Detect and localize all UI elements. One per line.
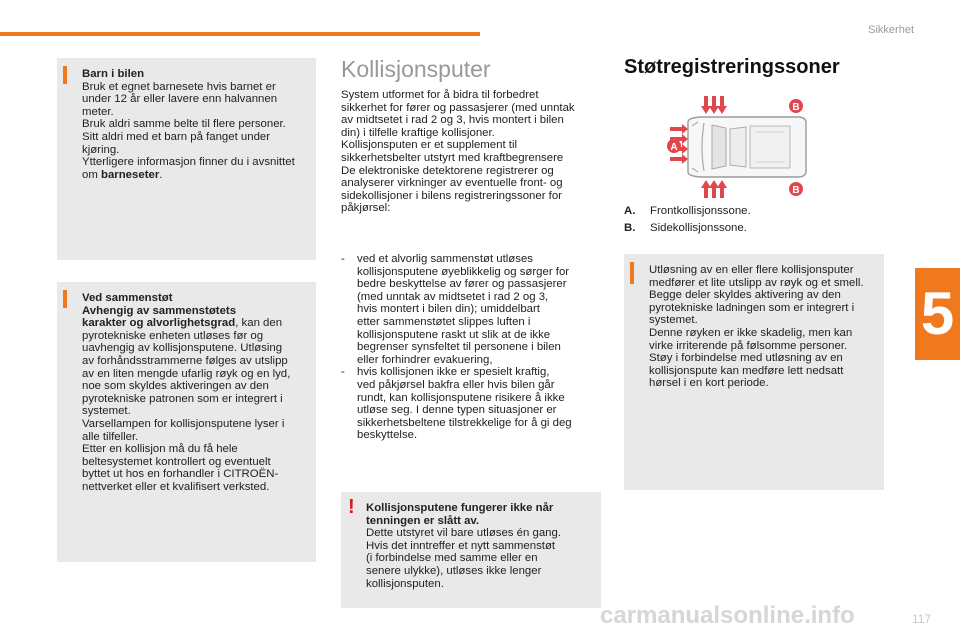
collision-line: systemet. bbox=[82, 405, 131, 418]
marker-b-bottom bbox=[789, 182, 803, 196]
warning-line: Dette utstyret vil bare utløses én gang. bbox=[366, 527, 562, 540]
side-impact-arrows-bottom bbox=[701, 180, 727, 198]
info-icon bbox=[63, 290, 67, 308]
bullet-line: hvis kollisjonen ikke er spesielt kraftig, bbox=[357, 366, 550, 379]
bullet-line: rundt, kan kollisjonsputene risikere å ikke bbox=[357, 391, 565, 404]
warning-line: (i forbindelse med samme eller en bbox=[366, 552, 538, 565]
child-info-line: Bruk aldri samme belte til flere personer. bbox=[82, 118, 286, 131]
warning-icon: ! bbox=[348, 496, 355, 518]
bullet-line: ved et alvorlig sammenstøt utløses bbox=[357, 253, 533, 265]
legend-item-front bbox=[624, 205, 751, 217]
watermark: carmanualsonline.info bbox=[600, 602, 855, 629]
legend-text: Sidekollisjonssone. bbox=[650, 222, 747, 234]
intro-line: av midtsetet i rad 2 og 3, hvis montert i bilen bbox=[341, 114, 564, 127]
legend-key: B. bbox=[624, 222, 636, 234]
collision-prefix-rest: , kan den bbox=[235, 317, 283, 330]
intro-line: sikkerhet for fører og passasjerer (med unntak bbox=[341, 101, 575, 114]
bullet-line: utløse seg. I denne typen situasjoner er bbox=[357, 404, 557, 417]
intro-line: din) i tilfelle kraftige kollisjoner. bbox=[341, 126, 495, 139]
warning-line: Hvis det inntreffer et nytt sammenstøt bbox=[366, 539, 556, 552]
collision-info-text bbox=[82, 292, 312, 494]
marker-b-label: B bbox=[792, 102, 800, 113]
airbags-bullet-list bbox=[341, 253, 599, 442]
intro-line: System utformet for å bidra til forbedret bbox=[341, 89, 539, 101]
legend-text: Frontkollisjonssone. bbox=[650, 205, 751, 217]
marker-b-top bbox=[789, 99, 803, 113]
zones-heading: Støtregistreringssoner bbox=[624, 56, 840, 78]
child-info-title: Barn i bilen bbox=[82, 68, 145, 80]
warning-text bbox=[366, 502, 596, 590]
collision-line: Etter en kollisjon må du få hele bbox=[82, 443, 238, 456]
bullet-line: beskyttelse. bbox=[357, 429, 418, 442]
child-info-line: Bruk et egnet barnesete hvis barnet er bbox=[82, 80, 276, 93]
legend-key: A. bbox=[624, 205, 636, 217]
note-line: Støy i forbindelse med utløsning av en bbox=[649, 352, 843, 365]
child-seats-reference: barneseter bbox=[101, 168, 160, 181]
bullet-line: ved påkjørsel bakfra eller hvis bilen går bbox=[357, 378, 555, 391]
bullet-line: eller forhindrer evakuering, bbox=[357, 353, 493, 366]
collision-line: av en liten mengde ufarlig røyk og en lyd, bbox=[82, 367, 291, 380]
child-info-line: Sitt aldri med et barn på fanget under bbox=[82, 130, 271, 143]
info-icon bbox=[630, 262, 634, 284]
intro-line: Kollisjonsputen er et supplement til bbox=[341, 139, 518, 152]
warning-title-line: tenningen er slått av. bbox=[366, 514, 480, 527]
collision-line: av forhåndsstrammerne følges av utslipp bbox=[82, 354, 288, 367]
airbags-intro bbox=[341, 89, 601, 215]
collision-line: byttet ut hos en forhandler i CITROËN- bbox=[82, 468, 279, 481]
header-accent-bar bbox=[0, 32, 480, 36]
deployment-info-box bbox=[624, 254, 884, 490]
info-icon bbox=[63, 66, 67, 84]
child-info-line: under 12 år eller lavere enn halvannen bbox=[82, 93, 278, 106]
bullet-line: begrenser synsfeltet til personene i bilen bbox=[357, 341, 561, 354]
child-info-last-prefix: om bbox=[82, 168, 101, 181]
chapter-tab bbox=[915, 268, 960, 360]
collision-line: beltesystemet kontrollert og eventuelt bbox=[82, 455, 271, 468]
collision-title-line: Avhengig av sammenstøtets bbox=[82, 304, 237, 317]
marker-a-label: A bbox=[670, 142, 678, 153]
note-line: systemet. bbox=[649, 314, 698, 327]
child-info-text bbox=[82, 68, 312, 181]
note-line: Begge deler skyldes aktivering av den bbox=[649, 289, 841, 302]
intro-line: De elektroniske detektorene registrerer og bbox=[341, 164, 554, 177]
bullet-line: bedre beskyttelse av fører og passasjerer bbox=[357, 278, 567, 291]
marker-a bbox=[667, 139, 681, 153]
collision-line: pyrotekniske enheten utløses før og bbox=[82, 329, 264, 342]
list-item bbox=[341, 253, 599, 366]
vehicle-top-view bbox=[688, 117, 806, 177]
bullet-line: (med unntak av midtsetet i rad 2 og 3, bbox=[357, 290, 549, 303]
note-line: pyrotekniske ladningen som er integrert i bbox=[649, 301, 855, 314]
collision-bold-prefix: karakter og alvorlighetsgrad bbox=[82, 317, 236, 330]
collision-title-line: Ved sammenstøt bbox=[82, 292, 173, 304]
note-line: Utløsning av en eller flere kollisjonsputer bbox=[649, 264, 854, 276]
airbags-heading: Kollisjonsputer bbox=[341, 56, 491, 82]
child-info-line: kjøring. bbox=[82, 143, 120, 156]
collision-line bbox=[82, 317, 312, 330]
bullet-line: kollisjonsputene raskt ut slik at de ikke bbox=[357, 328, 551, 341]
bullet-dash: - bbox=[341, 253, 345, 265]
airbag-warning-box bbox=[341, 492, 601, 608]
intro-line: sidekollisjoner i bilens registreringssoner for bbox=[341, 189, 562, 202]
intro-line: sikkerhetsbelter utstyrt med kraftbegrensere bbox=[341, 151, 564, 164]
note-line: Denne røyken er ikke skadelig, men kan bbox=[649, 326, 853, 339]
note-line: kollisjonspute kan medføre lett nedsatt bbox=[649, 364, 844, 377]
collision-line: noe som skyldes aktiveringen av den bbox=[82, 380, 269, 393]
deployment-info-text bbox=[649, 264, 881, 390]
note-line: medfører et lite utslipp av røyk og et smell. bbox=[649, 276, 864, 289]
side-impact-arrows-top bbox=[701, 96, 727, 114]
intro-line: påkjørsel: bbox=[341, 202, 391, 215]
bullet-dash: - bbox=[341, 366, 345, 379]
legend-item-side bbox=[624, 222, 747, 234]
bullet-line: hvis montert i bilen din); umiddelbart bbox=[357, 303, 540, 316]
collision-line: uavhengig av kollisjonsputene. Utløsing bbox=[82, 342, 283, 355]
bullet-line: etter sammenstøtet slippes luften i bbox=[357, 315, 531, 328]
note-line: virke irriterende på følsomme personer. bbox=[649, 339, 848, 352]
section-title: Sikkerhet bbox=[868, 24, 914, 36]
child-info-line: meter. bbox=[82, 105, 114, 118]
chapter-number: 5 bbox=[920, 280, 955, 347]
child-info-last-suffix: . bbox=[159, 168, 163, 181]
child-info-last-line bbox=[82, 169, 312, 182]
child-info-line: Ytterligere informasjon finner du i avsnittet bbox=[82, 156, 295, 169]
list-item bbox=[341, 366, 599, 442]
page-number: 117 bbox=[912, 612, 932, 626]
collision-line: Varsellampen for kollisjonsputene lyser i bbox=[82, 417, 285, 430]
marker-b-label: B bbox=[792, 185, 800, 196]
note-line: hørsel i en kort periode. bbox=[649, 377, 769, 390]
impact-zones-diagram bbox=[660, 92, 820, 202]
collision-line: pyrotekniske patronen som er integrert i bbox=[82, 392, 283, 405]
collision-line: alle tilfeller. bbox=[82, 430, 139, 443]
warning-title-line: Kollisjonsputene fungerer ikke når bbox=[366, 502, 554, 514]
collision-line: nettverket eller et kvalifisert verksted. bbox=[82, 480, 270, 493]
collision-info-box bbox=[57, 282, 316, 562]
warning-line: kollisjonsputen. bbox=[366, 577, 444, 590]
warning-line: senere ulykke), utløses ikke lenger bbox=[366, 564, 542, 577]
bullet-line: sikkerhetsbeltene tilstrekkelige for å gi deg bbox=[357, 416, 572, 429]
child-info-box bbox=[57, 58, 316, 260]
intro-line: analyserer virkninger av eventuelle front- og bbox=[341, 177, 563, 190]
bullet-line: kollisjonsputene øyeblikkelig og sørger for bbox=[357, 265, 570, 278]
